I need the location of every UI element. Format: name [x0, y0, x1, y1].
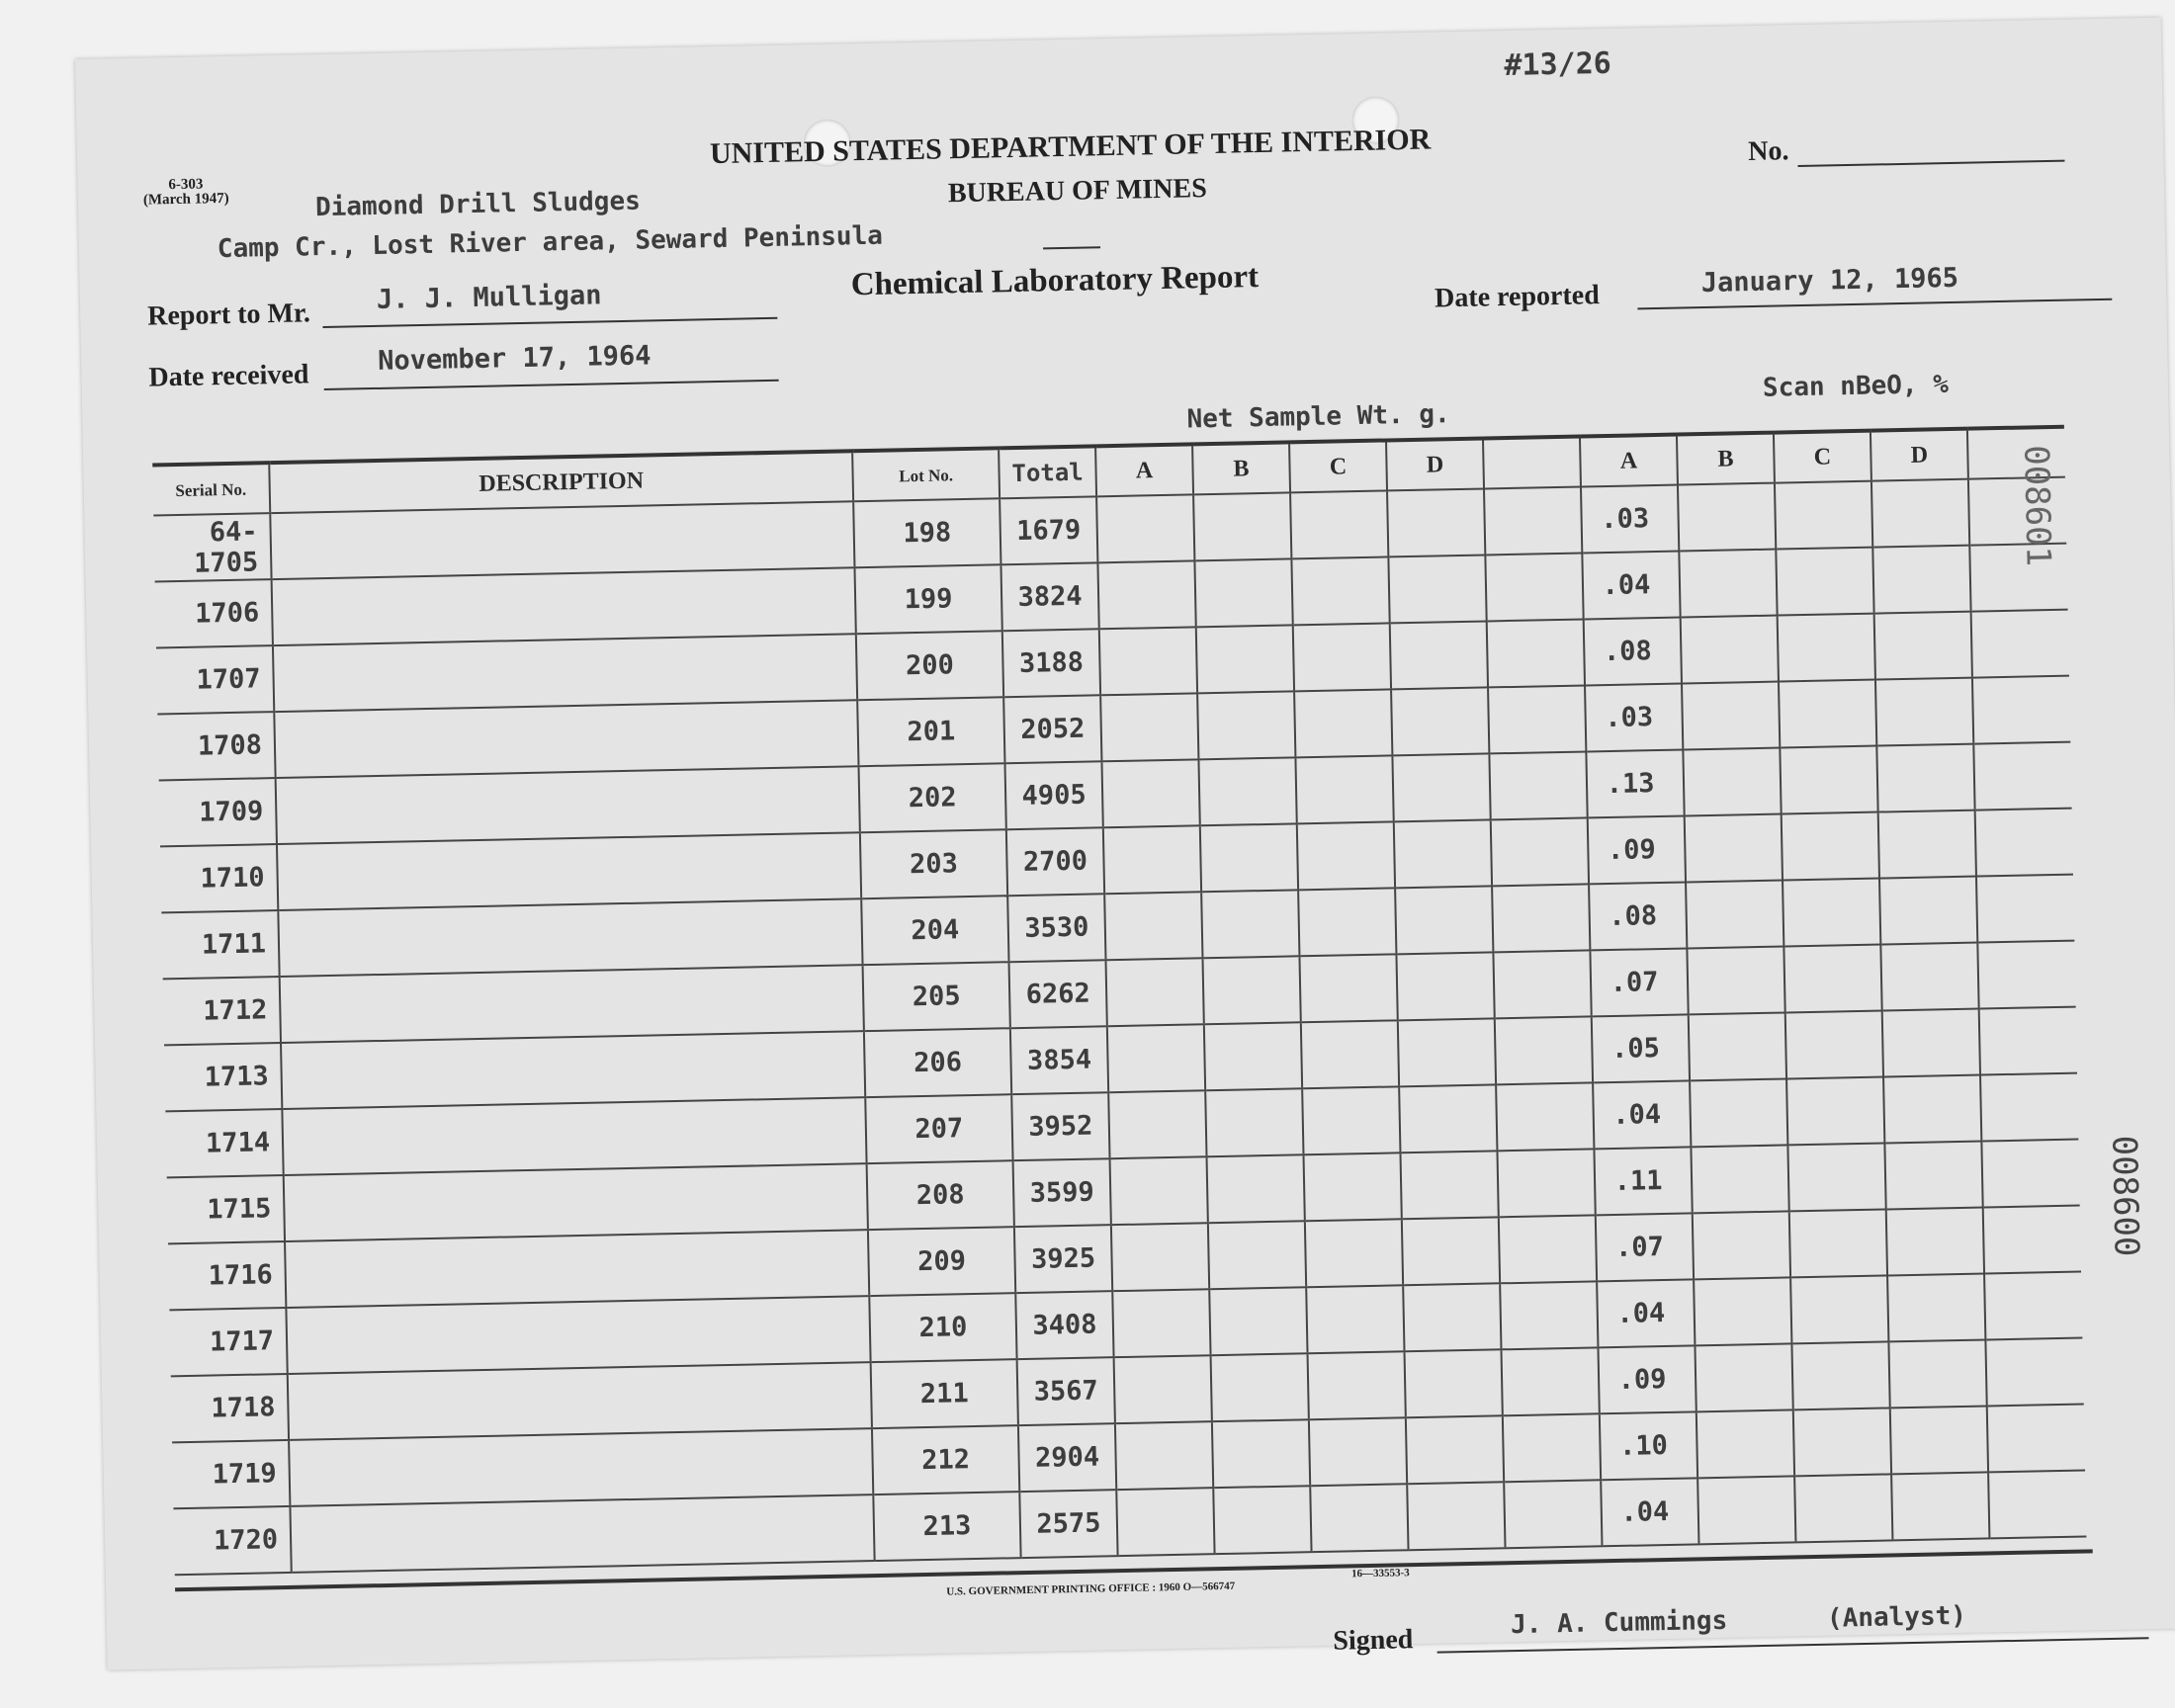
scan-a-cell: .04 [1582, 552, 1680, 620]
results-table [152, 425, 2086, 1577]
lot-cell: 204 [861, 896, 1008, 965]
net-b-cell [1205, 1088, 1303, 1156]
net-b-cell [1194, 558, 1292, 627]
scan-c-cell [1786, 1076, 1884, 1145]
scan-a-cell: .04 [1597, 1279, 1695, 1347]
scan-c-cell [1783, 879, 1880, 947]
net-d-cell [1392, 753, 1490, 821]
subject-line-2: Camp Cr., Lost River area, Seward Peninsula [217, 220, 884, 265]
scan-d-cell [1887, 1273, 1985, 1341]
description-cell [288, 1362, 872, 1440]
description-cell [277, 832, 861, 910]
scan-a-cell: .11 [1594, 1147, 1692, 1215]
net-d-cell [1398, 1018, 1496, 1086]
net-d-cell [1400, 1151, 1498, 1219]
scan-b-cell [1695, 1343, 1792, 1411]
lot-cell: 212 [872, 1425, 1019, 1494]
scan-b-header: B [1677, 433, 1775, 485]
title-rule [1043, 246, 1100, 249]
scan-d-cell [1880, 943, 1978, 1011]
scan-d-cell [1874, 612, 1972, 680]
scan-d-cell [1891, 1472, 1989, 1540]
scan-a-cell: .08 [1589, 882, 1687, 950]
date-reported-value: January 12, 1965 [1700, 262, 1959, 299]
serial-cell: 1706 [155, 579, 273, 647]
net-a-cell [1100, 693, 1198, 761]
net-a-cell [1105, 958, 1203, 1026]
extra-cell [1975, 809, 2073, 877]
net-c-cell [1303, 1153, 1401, 1221]
net-c-cell [1301, 1020, 1399, 1088]
net-b-cell [1193, 492, 1291, 560]
lot-cell: 209 [868, 1227, 1015, 1296]
net-d-cell [1395, 886, 1493, 954]
total-cell: 3925 [1014, 1225, 1112, 1293]
scan-c-cell [1782, 812, 1879, 881]
scan-d-cell [1876, 744, 1974, 812]
blank-cell [1497, 1149, 1595, 1217]
scan-c-cell [1778, 614, 1875, 682]
date-received-line [324, 380, 779, 390]
net-d-cell [1399, 1084, 1497, 1153]
net-c-cell [1297, 821, 1395, 890]
scan-a-cell: .04 [1593, 1080, 1691, 1149]
extra-cell [1988, 1470, 2086, 1538]
printing-code: 16—33553-3 [1350, 1567, 1410, 1580]
lot-cell: 201 [857, 697, 1004, 766]
description-cell [278, 898, 862, 977]
scan-d-cell [1886, 1208, 1984, 1276]
description-cell [290, 1494, 874, 1573]
description-cell [282, 1097, 866, 1175]
scan-b-cell [1697, 1476, 1795, 1544]
scan-c-cell [1793, 1408, 1891, 1476]
net-b-cell [1212, 1419, 1310, 1488]
table-body [153, 477, 2086, 1576]
serial-cell: 1714 [165, 1109, 283, 1177]
total-cell: 3530 [1007, 894, 1105, 962]
description-cell [272, 567, 856, 645]
scan-b-cell [1693, 1211, 1790, 1279]
net-d-cell [1391, 687, 1489, 755]
scan-c-cell [1779, 680, 1876, 748]
net-a-cell [1111, 1223, 1209, 1291]
blank-cell [1496, 1082, 1594, 1151]
net-b-cell [1197, 691, 1295, 759]
blank-cell [1489, 751, 1587, 819]
description-cell [276, 766, 860, 844]
form-number: 6-303 [168, 176, 204, 194]
total-cell: 2575 [1019, 1490, 1117, 1558]
serial-cell: 1712 [163, 977, 281, 1045]
scan-d-cell [1883, 1075, 1981, 1144]
total-cell: 2700 [1006, 827, 1104, 896]
description-cell [284, 1163, 868, 1241]
file-mark: #13/26 [1504, 45, 1612, 83]
lot-cell: 208 [867, 1160, 1014, 1230]
serial-cell: 1719 [172, 1440, 290, 1508]
scan-a-cell: .08 [1584, 618, 1682, 686]
bureau-title: BUREAU OF MINES [947, 173, 1208, 210]
scan-heading: Scan nBeO, % [1762, 370, 1950, 403]
scan-c-cell [1790, 1275, 1888, 1343]
net-c-cell [1308, 1351, 1406, 1419]
scan-b-cell [1682, 682, 1780, 750]
serial-cell: 1717 [169, 1308, 287, 1376]
net-d-cell [1387, 488, 1485, 556]
scan-b-cell [1678, 483, 1776, 552]
description-cell [289, 1428, 873, 1506]
net-a-cell [1104, 892, 1202, 960]
date-reported-line [1637, 299, 2112, 310]
extra-cell [1985, 1338, 2083, 1407]
net-b-cell [1202, 956, 1300, 1024]
total-cell: 3824 [1000, 562, 1098, 631]
lot-cell: 210 [869, 1293, 1016, 1362]
serial-cell: 1716 [168, 1241, 286, 1310]
total-cell: 3408 [1015, 1291, 1113, 1359]
scan-b-cell [1679, 550, 1777, 618]
net-b-header: B [1192, 442, 1290, 494]
serial-cell: 64-1705 [153, 513, 271, 581]
lot-cell: 198 [853, 498, 1000, 567]
number-line [1797, 160, 2064, 167]
net-c-cell [1302, 1086, 1400, 1154]
blank-cell [1503, 1413, 1601, 1482]
net-c-header: C [1289, 440, 1387, 492]
net-a-cell [1101, 759, 1199, 827]
serial-cell: 1718 [171, 1374, 289, 1442]
net-c-cell [1310, 1484, 1408, 1552]
total-cell: 3567 [1017, 1357, 1115, 1425]
net-b-cell [1201, 890, 1299, 958]
extra-cell [1976, 875, 2074, 943]
scan-b-cell [1690, 1078, 1787, 1147]
form-date: (March 1947) [142, 190, 229, 209]
net-b-cell [1208, 1221, 1306, 1289]
net-b-cell [1196, 625, 1294, 693]
date-received-label: Date received [148, 359, 309, 393]
blank-cell [1504, 1480, 1602, 1548]
net-d-cell [1407, 1482, 1505, 1550]
net-c-cell [1305, 1219, 1403, 1287]
blank-cell [1495, 1016, 1593, 1084]
serial-cell: 1711 [161, 910, 279, 979]
scan-d-cell [1884, 1142, 1982, 1210]
blank-cell [1499, 1215, 1597, 1283]
blank-cell [1492, 884, 1590, 952]
net-c-cell [1299, 954, 1397, 1022]
scan-a-cell: .04 [1601, 1478, 1698, 1546]
net-b-cell [1204, 1022, 1302, 1090]
scan-c-cell [1775, 481, 1872, 550]
scan-b-cell [1685, 814, 1783, 883]
total-cell: 3599 [1013, 1158, 1111, 1227]
lot-cell: 213 [873, 1492, 1020, 1561]
net-b-cell [1213, 1486, 1311, 1554]
net-c-cell [1293, 623, 1391, 691]
serial-cell: 1709 [159, 778, 277, 846]
report-to-name: J. J. Mulligan [376, 280, 602, 315]
report-to-line [322, 317, 777, 328]
extra-cell [1984, 1272, 2082, 1340]
scan-c-cell [1794, 1474, 1892, 1542]
extra-cell [1972, 676, 2070, 744]
scan-b-cell [1686, 881, 1784, 949]
net-c-cell [1291, 556, 1389, 625]
description-cell [280, 965, 864, 1043]
side-stamp-top: 008601 [2016, 444, 2058, 567]
scan-a-cell: .07 [1596, 1213, 1694, 1281]
report-to-label: Report to Mr. [146, 298, 311, 332]
extra-cell [1983, 1206, 2081, 1274]
net-d-cell [1403, 1283, 1501, 1351]
description-cell [285, 1230, 869, 1308]
serial-cell: 1720 [173, 1506, 291, 1575]
net-d-header: D [1386, 438, 1484, 490]
scan-c-cell [1791, 1341, 1889, 1409]
net-b-cell [1207, 1154, 1305, 1223]
blank-cell [1500, 1281, 1598, 1349]
scan-b-cell [1689, 1012, 1786, 1080]
description-cell [270, 501, 854, 579]
number-label: No. [1747, 135, 1789, 168]
blank-cell [1488, 685, 1586, 753]
report-title: Chemical Laboratory Report [850, 259, 1260, 303]
net-d-cell [1406, 1415, 1504, 1484]
serial-cell: 1715 [167, 1175, 285, 1243]
subject-line-1: Diamond Drill Sludges [314, 186, 642, 223]
extra-cell [1979, 1007, 2077, 1075]
extra-cell [1987, 1404, 2085, 1472]
net-a-header: A [1095, 444, 1193, 496]
scan-a-cell: .05 [1592, 1014, 1690, 1082]
scan-c-cell [1785, 1011, 1883, 1079]
scan-d-cell [1878, 811, 1976, 879]
net-a-cell [1108, 1090, 1206, 1158]
net-c-cell [1309, 1417, 1407, 1486]
lot-header: Lot No. [852, 448, 1000, 501]
description-cell [274, 700, 858, 778]
description-cell [281, 1031, 865, 1109]
net-a-cell [1103, 825, 1201, 894]
scan-a-header: A [1580, 435, 1678, 487]
scan-a-cell: .03 [1585, 684, 1683, 752]
net-c-cell [1294, 689, 1392, 757]
total-cell: 3188 [1002, 629, 1100, 697]
blank-cell [1484, 487, 1582, 555]
serial-cell: 1707 [156, 645, 274, 714]
lot-cell: 202 [859, 763, 1006, 832]
scan-b-cell [1691, 1145, 1788, 1213]
lot-cell: 211 [871, 1359, 1018, 1428]
scan-d-cell [1872, 546, 1970, 614]
scan-b-cell [1696, 1409, 1794, 1478]
serial-header: Serial No. [152, 463, 270, 515]
scan-d-cell [1888, 1339, 1986, 1408]
extra-cell [1977, 941, 2075, 1009]
scan-d-cell [1879, 877, 1977, 945]
blank-cell [1487, 619, 1585, 687]
net-b-cell [1211, 1353, 1309, 1421]
extra-cell [1971, 610, 2069, 678]
scan-a-cell: .13 [1586, 750, 1684, 818]
total-cell: 1679 [1000, 496, 1097, 564]
blank-cell [1501, 1347, 1599, 1415]
scan-d-header: D [1870, 429, 1968, 481]
net-b-cell [1198, 757, 1296, 825]
signature-line [1437, 1637, 2149, 1653]
scan-d-cell [1871, 479, 1969, 548]
net-d-cell [1388, 555, 1486, 623]
net-d-cell [1394, 819, 1492, 888]
total-cell: 2904 [1018, 1423, 1116, 1492]
date-received-value: November 17, 1964 [377, 340, 652, 377]
net-a-cell [1097, 560, 1195, 629]
net-b-cell [1209, 1287, 1307, 1355]
scan-d-cell [1882, 1009, 1980, 1077]
scan-c-cell [1789, 1209, 1887, 1277]
extra-cell [1973, 742, 2071, 811]
net-d-cell [1405, 1349, 1503, 1417]
scan-a-cell: .09 [1588, 815, 1686, 884]
lot-cell: 203 [860, 829, 1007, 898]
scan-b-cell [1683, 748, 1781, 816]
net-a-cell [1107, 1024, 1205, 1092]
total-cell: 3952 [1011, 1092, 1109, 1160]
extra-cell [1980, 1073, 2078, 1142]
extra-cell [1981, 1140, 2079, 1208]
scan-d-cell [1875, 678, 1973, 746]
scan-b-cell [1687, 946, 1784, 1014]
analyst-role: (Analyst) [1826, 1600, 1967, 1634]
net-c-cell [1295, 755, 1393, 823]
net-d-cell [1396, 952, 1494, 1020]
net-c-cell [1290, 490, 1388, 558]
scan-a-cell: .07 [1590, 948, 1688, 1016]
total-cell: 3854 [1010, 1026, 1108, 1094]
total-cell: 6262 [1009, 960, 1107, 1028]
lot-cell: 207 [865, 1094, 1012, 1163]
scan-b-cell [1694, 1277, 1791, 1345]
description-cell [286, 1296, 870, 1374]
scan-c-cell [1787, 1143, 1885, 1211]
net-b-cell [1200, 823, 1298, 892]
blank-header [1483, 437, 1581, 489]
net-a-cell [1116, 1488, 1214, 1556]
net-a-cell [1110, 1156, 1208, 1225]
signed-label: Signed [1333, 1624, 1414, 1657]
analyst-name: J. A. Cummings [1510, 1605, 1728, 1641]
scan-c-header: C [1774, 431, 1871, 483]
total-cell: 2052 [1003, 695, 1101, 763]
net-d-cell [1390, 621, 1488, 689]
form-number-block [142, 177, 228, 209]
lot-cell: 205 [863, 962, 1010, 1031]
lot-cell: 206 [864, 1028, 1011, 1097]
net-a-cell [1096, 494, 1194, 562]
scan-c-cell [1780, 746, 1877, 814]
printing-office: U.S. GOVERNMENT PRINTING OFFICE : 1960 O—566747 [946, 1580, 1236, 1598]
description-header: DESCRIPTION [269, 451, 853, 513]
net-c-cell [1298, 888, 1396, 956]
department-title: UNITED STATES DEPARTMENT OF THE INTERIOR [709, 123, 1432, 171]
scan-a-cell: .10 [1600, 1411, 1697, 1480]
description-cell [273, 634, 857, 712]
scan-c-cell [1776, 548, 1873, 616]
blank-cell [1485, 554, 1583, 622]
lot-cell: 200 [856, 631, 1003, 700]
net-a-cell [1115, 1421, 1213, 1490]
net-c-cell [1306, 1285, 1404, 1353]
side-stamp-bottom: 008600 [2104, 1135, 2146, 1257]
net-a-cell [1114, 1355, 1212, 1423]
date-reported-label: Date reported [1434, 280, 1601, 314]
blank-cell [1491, 817, 1589, 886]
serial-cell: 1713 [164, 1043, 282, 1111]
scan-d-cell [1890, 1406, 1988, 1474]
scan-a-cell: .03 [1581, 485, 1679, 554]
scan-b-cell [1681, 616, 1779, 684]
scan-c-cell [1784, 945, 1881, 1013]
blank-cell [1493, 950, 1591, 1018]
total-cell: 4905 [1004, 761, 1102, 829]
serial-cell: 1710 [160, 844, 278, 912]
lot-cell: 199 [854, 564, 1001, 634]
scan-a-cell: .09 [1598, 1345, 1696, 1413]
net-d-cell [1402, 1217, 1500, 1285]
net-a-cell [1099, 627, 1197, 695]
total-header: Total [999, 446, 1096, 498]
serial-cell: 1708 [157, 712, 275, 780]
report-sheet [75, 18, 2175, 1670]
net-sample-heading: Net Sample Wt. g. [1186, 399, 1450, 435]
net-a-cell [1112, 1289, 1210, 1357]
